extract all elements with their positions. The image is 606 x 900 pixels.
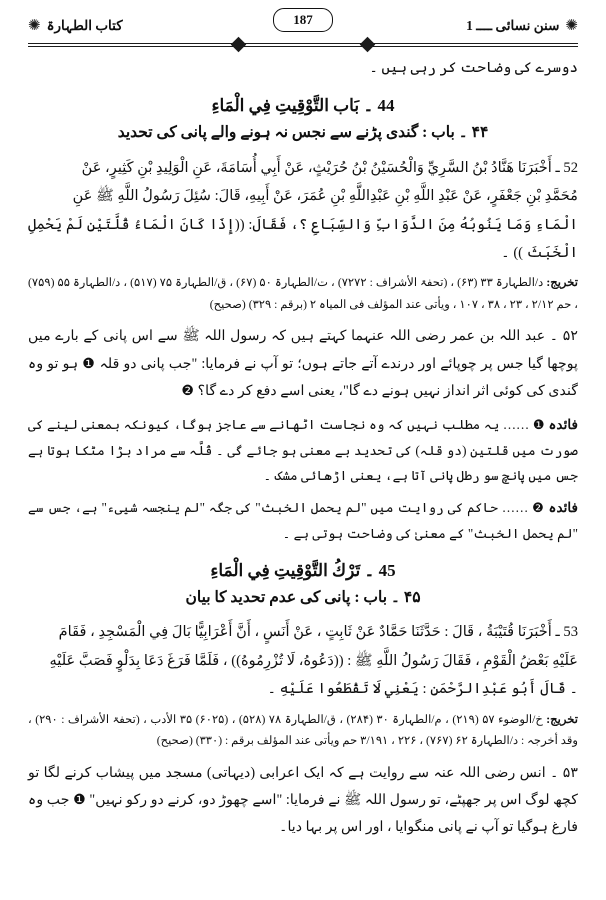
hadith-52-line-2: مُحَمَّدِ بْنِ جَعْفَرٍ، عَنْ عَبْدِ اللَّهِ بْنِ عَبْدِاللَّهِ بْنِ عُمَرَ، عَنْ أَبِيهِ، قَالَ: سُئِلَ رَسُولُ اللَّهِ ﷺ عَنِ: [72, 188, 578, 205]
hadith-53: [28, 618, 578, 703]
hadith-52-translation: ۵۲ ۔ عبد اللہ بن عمر رضی اللہ عنہما کہتے ہیں کہ رسول اللہ ﷺ سے اس پانی کے بارے میں پوچھا گیا جس پر چوپائے اور درندے آتے جاتے ہوں؛ تو آپ نے فرمایا: "جب پانی دو قلہ ❶ ہو تو وہ گندی کی کوئی اثر انداز نہیں ہونے دے گا"، یعنی اسے دفع کر دے گا؟ ❷: [28, 328, 578, 399]
header-right: [466, 18, 578, 34]
diamond-ornament-icon: [231, 37, 247, 53]
continued-text: دوسرے کی وضاحت کر رہی ہیں ۔: [369, 60, 578, 76]
note-number: ❶: [532, 417, 545, 433]
hadith-52-line-3: الْمَاءِ وَمَا يَنُوبُهُ مِنَ الدَّوَابِّ وَالسِّبَاعِ ؟، فَقَالَ: ((إِذَا كَانَ الْمَاءُ قُلَّتَيْنِ لَمْ يَحْمِلِ الْخَبَثَ )) ۔: [28, 216, 578, 262]
note-2: [28, 495, 578, 546]
note-label: فائدہ: [548, 500, 579, 516]
takhreej-label: تخریج:: [546, 276, 579, 290]
header-divider: [28, 43, 578, 44]
takhreej-text: خ/الوضوء ۵۷ (۲۱۹) ، م/الطہارۃ ۳۰ (۲۸۴) ، ق/الطہارۃ ۷۸ (۵۲۸) ، (۶۰۲۵) ۳۵ الأدب ، (تحفۃ الأشراف : ۲۹۰) ، وقد أخرجہ : د/الطہارۃ ۶۲ (۷۶۷) ، ۲۲۶ ، ۳/۱۹۱ حم ویأتی عند المؤلف برقم : (۳۳۰) (صحیح): [28, 712, 578, 748]
chapter-45-heading: 45 ۔ تَرْكُ التَّوْقِيتِ فِي الْمَاءِ: [210, 561, 396, 581]
hadith-52-takhreej: [28, 272, 578, 315]
hadith-52: [28, 154, 578, 268]
hadith-53-line-3: ۔ قَالَ أَبُو عَبْدِالرَّحْمَنِ : يَعْنِي لَا تَقْطَعُوا عَلَيْهِ ۔: [267, 681, 578, 698]
ornament-icon: ✺: [565, 17, 578, 34]
hadith-53-translation: ۵۳ ۔ انس رضی اللہ عنہ سے روایت ہے کہ ایک اعرابی (دیہاتی) مسجد میں پیشاب کرنے لگا تو کچھ لوگ اس پر جھپٹے، تو رسول اللہ ﷺ نے فرمایا: "اسے چھوڑ دو، کرنے دو رکو نہیں" ❶ جب وہ فارغ ہوگیا تو آپ نے پانی منگوایا ، اور اس پر بہا دیا۔: [28, 764, 578, 836]
chapter-44-heading: 44 ۔ بَاب التَّوْقِيتِ فِي الْمَاءِ: [211, 96, 395, 116]
hadith-53-line-2: عَلَيْهِ بَعْضُ الْقَوْمِ ، فَقَالَ رَسُولُ اللَّهِ ﷺ : ((دَعُوهُ، لَا تُزْرِمُوهُ)) ، فَلَمَّا فَرَغَ دَعَا بِدَلْوٍ فَصَبَّ عَلَيْهِ: [49, 652, 578, 669]
page-header: [28, 0, 578, 52]
note-1: [28, 412, 578, 488]
note-number: ❷: [532, 500, 545, 516]
header-divider-secondary: [28, 46, 578, 47]
takhreej-text: د/الطہارۃ ۳۳ (۶۳) ، (تحفۃ الأشراف : ۷۲۷۲) ، ت/الطہارۃ ۵۰ (۶۷) ، ق/الطہارۃ ۷۵ (۵۱۷) ، د/الطہارۃ ۵۵ (۷۵۹) ، حم ۲/۱۲ ، ۲۳ ، ۳۸ ، ۱۰۷ ، ویأتی عند المؤلف فی المیاہ ۲ (برقم : ۳۲۹) (صحیح): [28, 276, 578, 311]
hadith-53-takhreej: [28, 709, 578, 752]
diamond-ornament-icon: [360, 37, 376, 53]
section-title: کتاب الطہارۃ: [46, 18, 123, 33]
note-text: …… یہ مطلب نہیں کہ وہ نجاست اٹھانے سے عاجز ہوگا، کیونکہ بمعنی لینے کی صورت میں قلتین (دو قلہ) کی تحدید بے معنی ہو جائے گی ۔ قُلَّہ سے مراد بڑا مٹکا ہوتا ہے جس میں پانچ سو رطل پانی آتا ہے، یعنی اڑھائی مشک ۔: [28, 417, 578, 484]
note-text: …… حاکم کی روایت میں "لم یحمل الخبث" کی جگہ "لم ینجسہ شییء" ہے، جس سے "لم یحمل الخبث" کے معنیٰ کی وضاحت ہوتی ہے ۔: [28, 500, 578, 541]
ornament-icon: ✺: [28, 17, 41, 34]
header-left: [28, 18, 123, 34]
note-label: فائدہ: [548, 417, 578, 433]
book-title: سنن نسائی ــــ 1: [466, 18, 560, 33]
hadith-52-line-1: 52 ـ أَخْبَرَنَا هَنَّادُ بْنُ السَّرِيِّ وَالْحُسَيْنُ بْنُ حُرَيْثٍ، عَنْ أَبِي أُسَامَةَ، عَنِ الْوَلِيدِ بْنِ كَثِيرٍ، عَنْ: [81, 159, 578, 176]
hadith-53-line-1: 53 ـ أَخْبَرَنَا قُتَيْبَةُ ، قَالَ : حَدَّثَنَا حَمَّادٌ عَنْ ثَابِتٍ ، عَنْ أَنَسٍ ، أَنَّ أَعْرَابِيًّا بَالَ فِي الْمَسْجِدِ ، فَقَامَ: [58, 624, 578, 641]
takhreej-label: تخریج:: [546, 712, 578, 726]
chapter-44-subheading: ۴۴ ۔ باب : گندی پڑنے سے نجس نہ ہونے والے پانی کی تحدید: [117, 123, 489, 141]
page-content: [28, 52, 578, 841]
chapter-45-subheading: ۴۵ ۔ باب : پانی کی عدم تحدید کا بیان: [185, 588, 421, 606]
page-number: 187: [273, 8, 333, 32]
